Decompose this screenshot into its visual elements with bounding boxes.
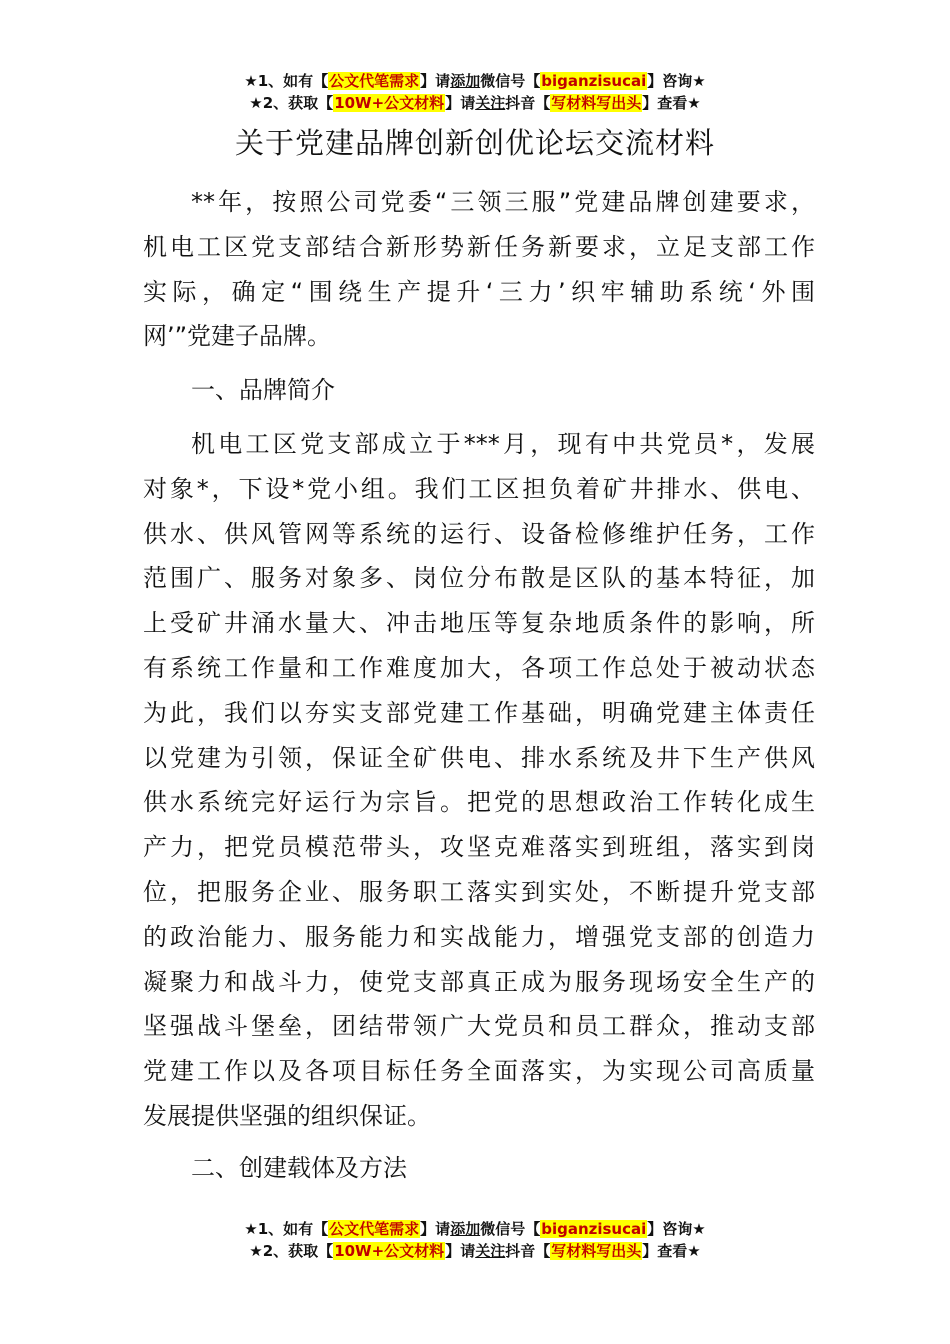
promo-text: ★1、如有【 (244, 1220, 329, 1238)
paragraph-line: 凝聚力和战斗力，使党支部真正成为服务现场安全生产的 (143, 967, 815, 996)
paragraph-line: 机电工区党支部成立于***月，现有中共党员*，发展 (191, 430, 815, 458)
paragraph-line: 机电工区党支部结合新形势新任务新要求，立足支部工作 (143, 232, 815, 261)
promo-underlined: 关注 (475, 1242, 506, 1260)
promo-text: 】咨询★ (647, 1220, 706, 1238)
promo-highlight: 10W+公文材料 (334, 1242, 445, 1260)
promo-line-1 (0, 70, 950, 92)
paragraph-brand-intro (143, 422, 815, 1139)
promo-highlight: 公文代笔需求 (329, 1220, 420, 1238)
promo-text: 】咨询★ (647, 72, 706, 90)
paragraph-line: 以党建为引领，保证全矿供电、排水系统及井下生产供风 (143, 743, 815, 772)
paragraph-line: 党建工作以及各项目标任务全面落实，为实现公司高质量 (143, 1057, 815, 1086)
promo-highlight: 公文代笔需求 (329, 72, 420, 90)
promo-line-2 (0, 92, 950, 114)
heading-text: 二、创建载体及方法 (191, 1154, 407, 1182)
promo-underlined: 关注 (475, 94, 506, 112)
promo-text: 抖音【 (505, 1242, 551, 1260)
paragraph-line: 供水、供风管网等系统的运行、设备检修维护任务，工作 (143, 519, 815, 548)
promo-line-2 (0, 1240, 950, 1262)
paragraph-line: 范围广、服务对象多、岗位分布散是区队的基本特征，加 (143, 564, 815, 593)
paragraph-line: 位，把服务企业、服务职工落实到实处，不断提升党支部 (143, 877, 815, 906)
paragraph-intro (143, 180, 815, 359)
promo-douyin-id: 写材料写出头 (551, 1242, 642, 1260)
promo-line-1 (0, 1218, 950, 1240)
promo-text: 】请 (445, 1242, 476, 1260)
promo-text: 】请 (445, 94, 476, 112)
paragraph-line: 上受矿井涌水量大、冲击地压等复杂地质条件的影响，所 (143, 609, 815, 638)
promo-underlined: 添加 (450, 1220, 481, 1238)
promo-douyin-id: 写材料写出头 (551, 94, 642, 112)
promo-text: 】请 (420, 72, 451, 90)
section-heading-2 (143, 1146, 815, 1191)
promo-text: 】请 (420, 1220, 451, 1238)
promo-banner-top (0, 70, 950, 114)
promo-text: ★2、获取【 (249, 1242, 334, 1260)
paragraph-line: 实际，确定“围绕生产提升‘三力’织牢辅助系统‘外围 (143, 277, 815, 306)
paragraph-line: 产力，把党员模范带头，攻坚克难落实到班组，落实到岗 (143, 833, 815, 862)
paragraph-line: **年，按照公司党委“三领三服”党建品牌创建要求， (191, 188, 815, 216)
paragraph-line: 供水系统完好运行为宗旨。把党的思想政治工作转化成生 (143, 788, 815, 817)
promo-text: 抖音【 (505, 94, 551, 112)
paragraph-line: 坚强战斗堡垒，团结带领广大党员和员工群众，推动支部 (143, 1012, 815, 1041)
promo-text: 微信号【 (480, 72, 541, 90)
paragraph-line: 为此，我们以夯实支部党建工作基础，明确党建主体责任 (143, 698, 815, 727)
heading-text: 一、品牌简介 (191, 376, 335, 404)
paragraph-line: 对象*，下设*党小组。我们工区担负着矿井排水、供电、 (143, 474, 815, 503)
section-heading-1 (143, 368, 815, 413)
promo-text: 微信号【 (480, 1220, 541, 1238)
paragraph-line: 网’”党建子品牌。 (143, 322, 332, 351)
promo-text: 】查看★ (642, 1242, 701, 1260)
paragraph-line: 有系统工作量和工作难度加大，各项工作总处于被动状态 (143, 653, 815, 682)
document-title: 关于党建品牌创新创优论坛交流材料 (234, 126, 715, 160)
promo-wechat-id: biganzisucai (541, 1220, 647, 1238)
promo-banner-bottom (0, 1218, 950, 1262)
paragraph-line: 的政治能力、服务能力和实战能力，增强党支部的创造力 (143, 922, 815, 951)
promo-underlined: 添加 (450, 72, 481, 90)
promo-text: ★1、如有【 (244, 72, 329, 90)
promo-text: ★2、获取【 (249, 94, 334, 112)
promo-text: 】查看★ (642, 94, 701, 112)
paragraph-line: 发展提供坚强的组织保证。 (143, 1101, 431, 1130)
promo-wechat-id: biganzisucai (541, 72, 647, 90)
promo-highlight: 10W+公文材料 (334, 94, 445, 112)
